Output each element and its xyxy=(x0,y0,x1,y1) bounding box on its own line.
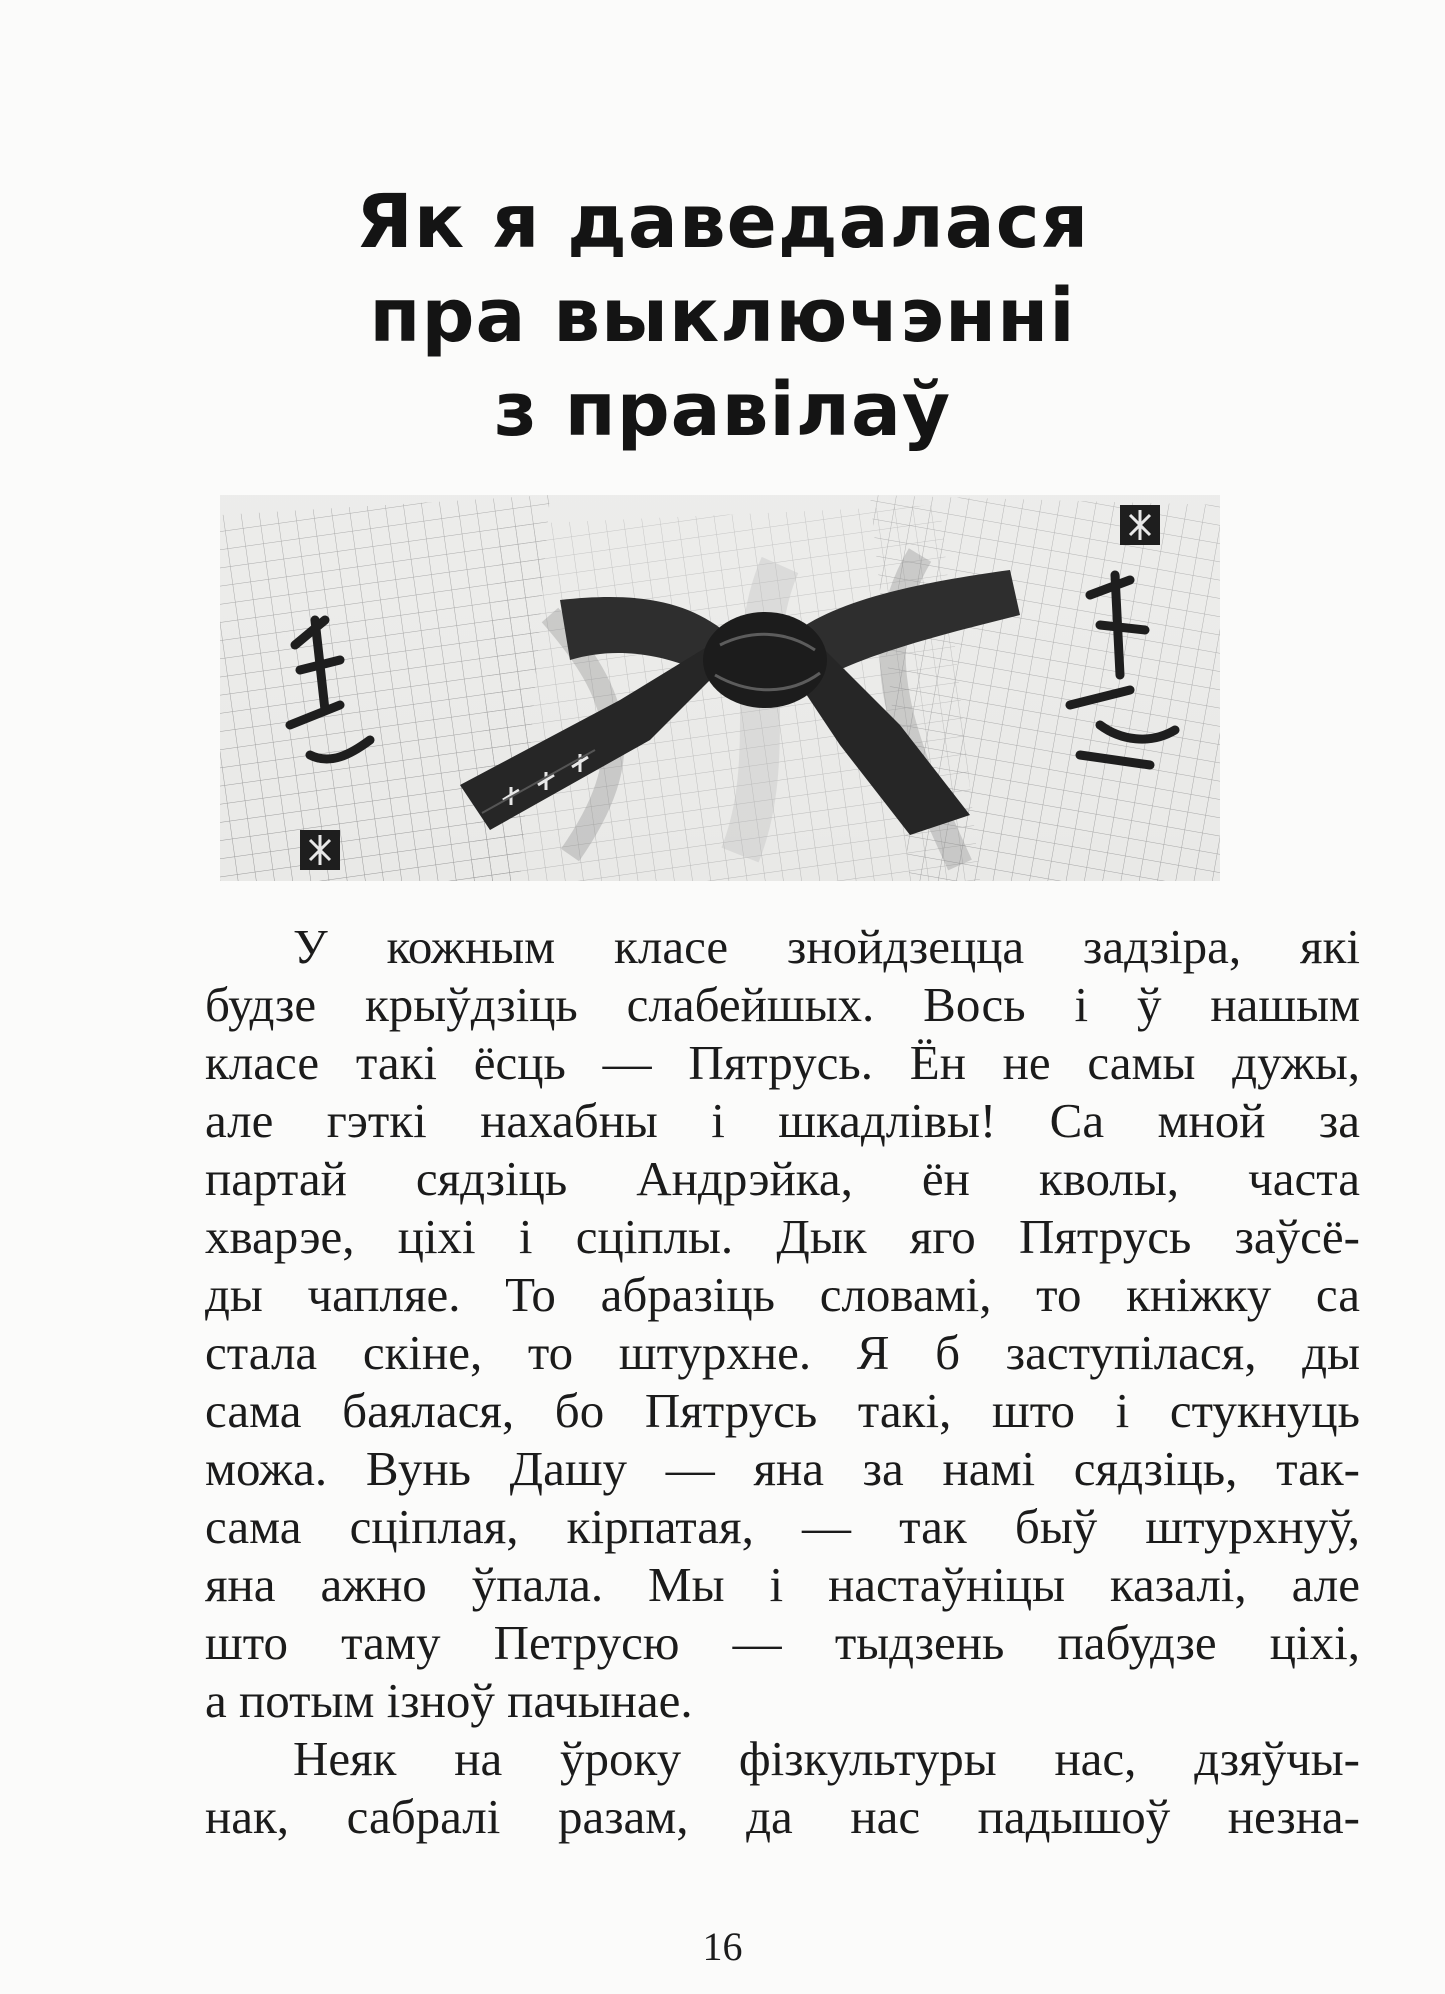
text-line: яна ажно ўпала. Мы і настаўніцы казалі, але xyxy=(205,1557,1360,1612)
text-line: будзе крыўдзіць слабейшых. Вось і ў нашым xyxy=(205,977,1360,1032)
text-line: Неяк на ўроку фізкультуры нас, дзяўчы- xyxy=(293,1731,1360,1786)
chapter-title-line-2: пра выключэнні xyxy=(369,273,1076,359)
paragraph-1 xyxy=(205,918,1360,1730)
chapter-title-line-3: з правілаў xyxy=(493,367,952,453)
body-text xyxy=(205,918,1360,1846)
page-number: 16 xyxy=(702,1924,743,1969)
text-line: класе такі ёсць — Пятрусь. Ён не самы дужы, xyxy=(205,1035,1360,1090)
text-line: стала скіне, то штурхне. Я б заступілася, ды xyxy=(205,1325,1360,1380)
paragraph-2 xyxy=(205,1730,1360,1846)
text-line: што таму Петрусю — тыдзень пабудзе ціхі, xyxy=(205,1615,1360,1670)
text-line: можа. Вунь Дашу — яна за намі сядзіць, так- xyxy=(205,1441,1360,1496)
text-line: сама баялася, бо Пятрусь такі, што і стукнуць xyxy=(205,1383,1360,1438)
text-line: ды чапляе. То абразіць словамі, то кніжку са xyxy=(205,1267,1360,1322)
text-line: але гэткі нахабны і шкадлівы! Са мной за xyxy=(205,1093,1360,1148)
chapter-title xyxy=(200,175,1245,457)
chapter-title-line-1: Як я даведалася xyxy=(355,179,1090,265)
text-line: У кожным класе знойдзецца задзіра, які xyxy=(293,919,1360,974)
black-belt-illustration xyxy=(220,495,1220,881)
text-line: нак, сабралі разам, да нас падышоў незна- xyxy=(205,1789,1360,1844)
text-line: сама сціплая, кірпатая, — так быў штурхнуў, xyxy=(205,1499,1360,1554)
text-line: партай сядзіць Андрэйка, ён кволы, часта xyxy=(205,1151,1360,1206)
text-line: хварэе, ціхі і сціплы. Дык яго Пятрусь заўсё- xyxy=(205,1209,1360,1264)
text-line: а потым ізноў пачынае. xyxy=(205,1673,693,1728)
